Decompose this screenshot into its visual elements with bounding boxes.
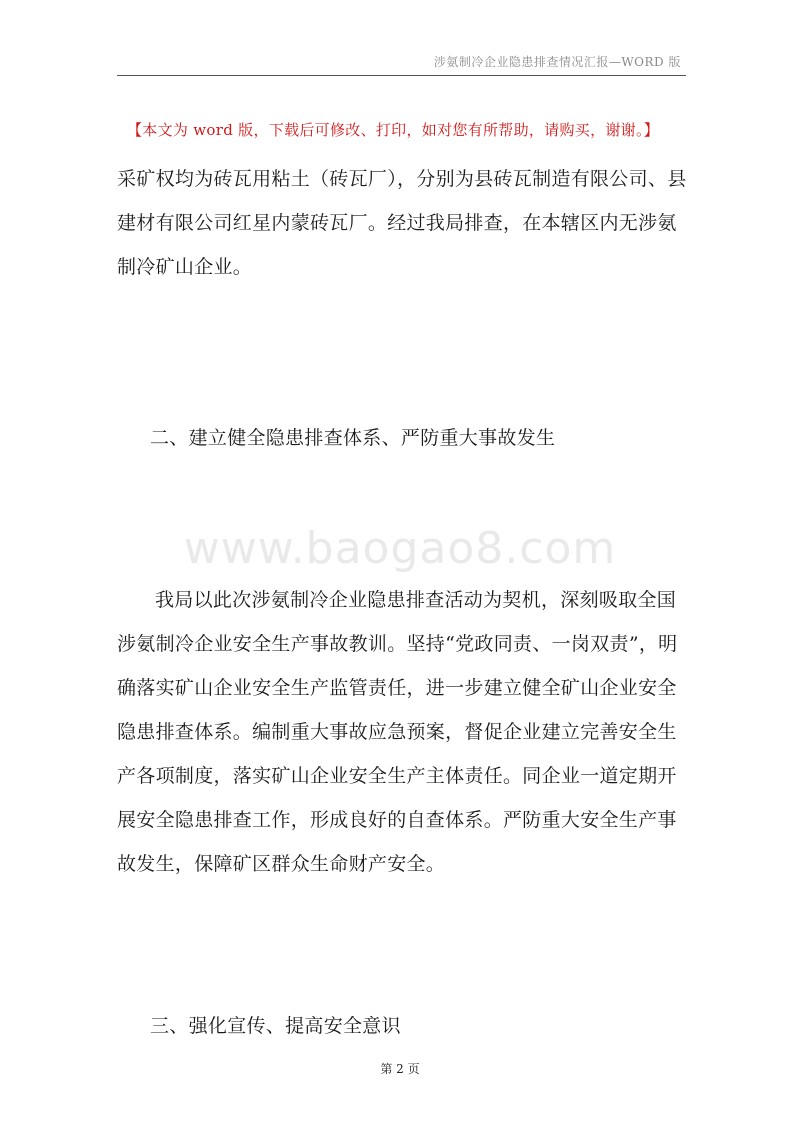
- page-number: 第 2 页: [380, 1062, 420, 1076]
- download-notice: 【本文为 word 版，下载后可修改、打印，如对您有所帮助，请购买，谢谢。】: [127, 121, 660, 139]
- header-divider: [117, 75, 686, 76]
- section-heading-3: 三、强化宣传、提高安全意识: [150, 1015, 401, 1037]
- watermark: www.baogao8.com: [183, 523, 617, 574]
- paragraph-mining-rights: 采矿权均为砖瓦用粘土（砖瓦厂），分别为县砖瓦制造有限公司、县建材有限公司红星内蒙砖瓦厂。经过我局排查，在本辖区内无涉氨制冷矿山企业。: [117, 168, 687, 278]
- section-heading-2: 二、建立健全隐患排查体系、严防重大事故发生: [150, 427, 556, 449]
- header-title: 涉氨制冷企业隐患排查情况汇报—WORD 版: [433, 55, 681, 69]
- paragraph-hazard-system: 我局以此次涉氨制冷企业隐患排查活动为契机，深刻吸取全国涉氨制冷企业安全生产事故教训。坚持“党政同责、一岗双责”，明确落实矿山企业安全生产监管责任，进一步建立健全矿山企业安全隐患排查体系。编制重大事故应急预案，督促企业建立完善安全生产各项制度，落实矿山企业安全生产主体责任。同企业一道定期开展安全隐患排查工作，形成良好的自查体系。严防重大安全生产事故发生，保障矿区群众生命财产安全。: [117, 589, 678, 875]
